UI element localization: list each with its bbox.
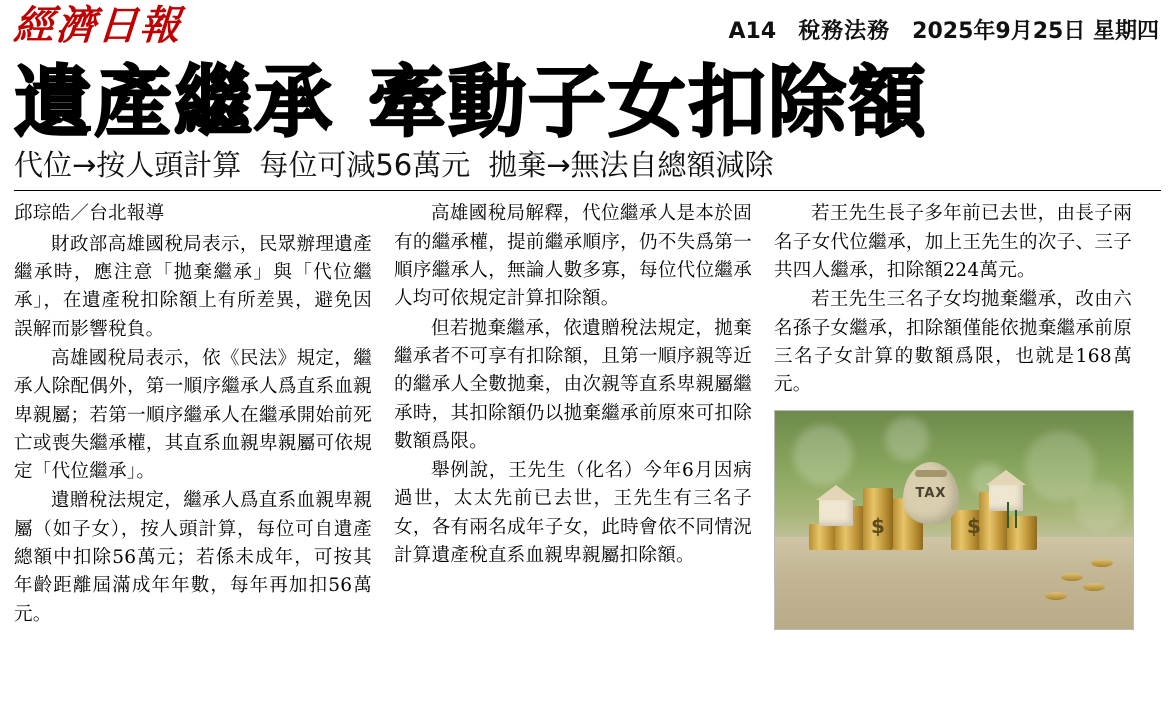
paragraph: 但若拋棄繼承，依遺贈稅法規定，拋棄繼承者不可享有扣除額，且第一順序親等近的繼承人全數拋棄，由次親等直系卑親屬繼承時，其扣除額仍以拋棄繼承前原來可扣除數額爲限。: [394, 317, 752, 452]
article-columns: [14, 200, 1161, 655]
publication-date: 2025年9月25日 星期四: [912, 19, 1159, 44]
byline: 邱琮皓／台北報導: [14, 203, 165, 225]
article-column-2: [394, 200, 752, 655]
page-number: A14: [728, 19, 777, 44]
headline-part-2: 牽動子女扣除額: [368, 58, 929, 148]
header-divider: [14, 190, 1161, 191]
tax-money-bag: [903, 462, 959, 524]
photo-tax-label: TAX: [915, 485, 947, 501]
headline-part-1: 遺產繼承: [14, 58, 335, 148]
paragraph: 若王先生三名子女均拋棄繼承，改由六名孫子女繼承，扣除額僅能依拋棄繼承前原三名子女計算的數額爲限，也就是168萬元。: [774, 289, 1132, 396]
section-name: 稅務法務: [798, 19, 891, 44]
article-column-1: [14, 200, 372, 655]
subheadline-part-2: 每位可減56萬元: [259, 147, 471, 182]
subheadline-part-3: 拋棄→無法自總額減除: [488, 147, 774, 182]
paragraph: 舉例說，王先生（化名）今年6月因病過世，太太先前已去世，王先生有三名子女，各有兩名成年子女，此時會依不同情況計算遺產稅直系血親卑親屬扣除額。: [394, 460, 752, 566]
masthead-meta: [729, 14, 1160, 45]
paragraph: 遺贈稅法規定，繼承人爲直系血親卑親屬（如子女），按人頭計算，每位可自遺產總額中扣除56萬元；若係未成年，可按其年齡距離屆滿成年年數，每年再加扣56萬元。: [14, 490, 372, 625]
headline: [14, 58, 1161, 148]
paragraph: 若王先生長子多年前已去世，由長子兩名子女代位繼承，加上王先生的次子、三子共四人繼承，扣除額224萬元。: [774, 203, 1132, 282]
article-column-3: [774, 200, 1132, 655]
article-photo: TAX $ $: [774, 410, 1134, 630]
paragraph: 財政部高雄國稅局表示，民眾辦理遺產繼承時，應注意「拋棄繼承」與「代位繼承」，在遺產稅扣除額上有所差異，避免因誤解而影響稅負。: [14, 233, 372, 340]
subheadline-part-1: 代位→按人頭計算: [14, 147, 242, 182]
masthead: [14, 0, 1161, 62]
paragraph: 高雄國稅局解釋，代位繼承人是本於固有的繼承權，提前繼承順序，仍不失爲第一順序繼承人，無論人數多寡，每位代位繼承人均可依規定計算扣除額。: [394, 203, 752, 310]
newspaper-logo: 經濟日報: [12, 2, 184, 49]
subheadline: [14, 147, 1161, 182]
paragraph: 高雄國稅局表示，依《民法》規定，繼承人除配偶外，第一順序繼承人爲直系血親卑親屬；若第一順序繼承人在繼承開始前死亡或喪失繼承權，其直系血親卑親屬可依規定「代位繼承」。: [14, 347, 372, 483]
